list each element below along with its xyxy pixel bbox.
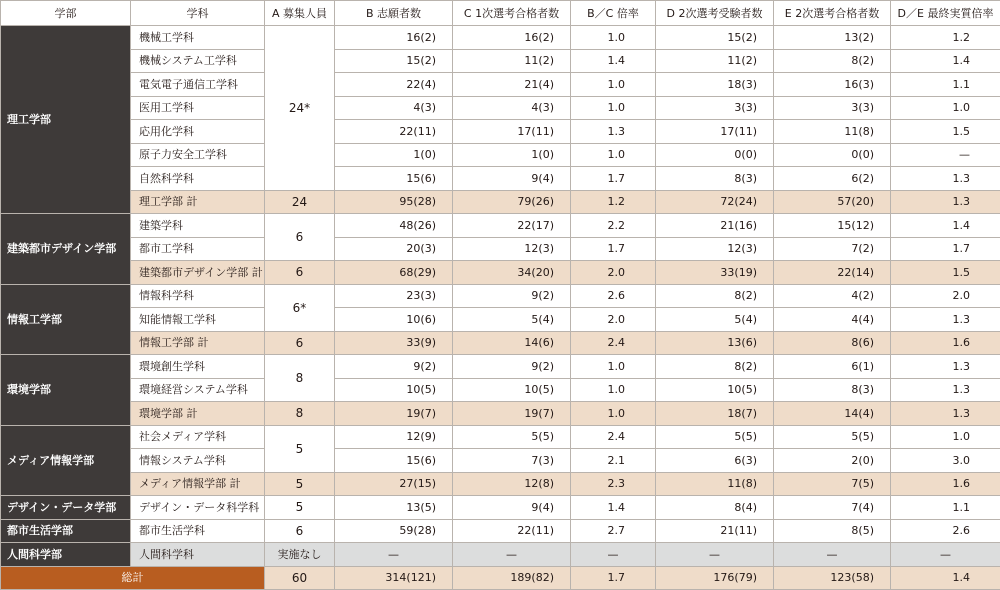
capacity-cell: 6: [265, 214, 335, 261]
header-capacity: A 募集人員: [265, 1, 335, 26]
second-pass-cell: 22(14): [774, 261, 891, 285]
second-examinees-cell: 176(79): [656, 566, 774, 590]
table-row: [1, 519, 1000, 543]
applicants-cell: 27(15): [335, 472, 453, 496]
first-pass-cell: 9(2): [453, 355, 571, 379]
department-name-cell: 情報科学科: [131, 284, 265, 308]
bc-ratio-cell: 2.0: [571, 261, 656, 285]
department-name-cell: 社会メディア学科: [131, 425, 265, 449]
department-name-cell: 自然科学科: [131, 167, 265, 191]
first-pass-cell: 11(2): [453, 49, 571, 73]
final-ratio-cell: 1.1: [891, 496, 1000, 520]
final-ratio-cell: 1.4: [891, 214, 1000, 238]
final-ratio-cell: 1.3: [891, 378, 1000, 402]
second-examinees-cell: 72(24): [656, 190, 774, 214]
capacity-cell: 6*: [265, 284, 335, 331]
subtotal-label-cell: 情報工学部 計: [131, 331, 265, 355]
first-pass-cell: 21(4): [453, 73, 571, 97]
applicants-cell: 59(28): [335, 519, 453, 543]
second-examinees-cell: 10(5): [656, 378, 774, 402]
dash-cell: —: [656, 543, 774, 567]
final-ratio-cell: 1.0: [891, 96, 1000, 120]
table-row: [1, 378, 1000, 402]
table-row: [1, 237, 1000, 261]
faculty-name-cell: 都市生活学部: [1, 519, 131, 543]
applicants-cell: 10(5): [335, 378, 453, 402]
second-pass-cell: 123(58): [774, 566, 891, 590]
bc-ratio-cell: 1.7: [571, 167, 656, 191]
applicants-cell: 12(9): [335, 425, 453, 449]
final-ratio-cell: 1.4: [891, 566, 1000, 590]
header-applicants: B 志願者数: [335, 1, 453, 26]
table-body: [1, 26, 1000, 590]
bc-ratio-cell: 1.7: [571, 566, 656, 590]
bc-ratio-cell: 2.2: [571, 214, 656, 238]
bc-ratio-cell: 1.0: [571, 96, 656, 120]
first-pass-cell: 22(17): [453, 214, 571, 238]
second-pass-cell: 7(5): [774, 472, 891, 496]
first-pass-cell: 1(0): [453, 143, 571, 167]
applicants-cell: 20(3): [335, 237, 453, 261]
applicants-cell: 15(2): [335, 49, 453, 73]
applicants-cell: 15(6): [335, 449, 453, 473]
bc-ratio-cell: 1.0: [571, 402, 656, 426]
department-name-cell: 原子力安全工学科: [131, 143, 265, 167]
bc-ratio-cell: 1.0: [571, 26, 656, 50]
second-examinees-cell: 13(6): [656, 331, 774, 355]
table-row: [1, 308, 1000, 332]
second-pass-cell: 8(6): [774, 331, 891, 355]
bc-ratio-cell: 2.6: [571, 284, 656, 308]
bc-ratio-cell: 1.0: [571, 355, 656, 379]
faculty-name-cell: メディア情報学部: [1, 425, 131, 496]
second-examinees-cell: 21(11): [656, 519, 774, 543]
first-pass-cell: 9(4): [453, 167, 571, 191]
bc-ratio-cell: 1.0: [571, 143, 656, 167]
first-pass-cell: 16(2): [453, 26, 571, 50]
table-row: [1, 143, 1000, 167]
applicants-cell: 314(121): [335, 566, 453, 590]
applicants-cell: 10(6): [335, 308, 453, 332]
second-pass-cell: 6(1): [774, 355, 891, 379]
bc-ratio-cell: 1.0: [571, 378, 656, 402]
applicants-cell: 16(2): [335, 26, 453, 50]
department-name-cell: 環境創生学科: [131, 355, 265, 379]
final-ratio-cell: 1.3: [891, 308, 1000, 332]
department-name-cell: 環境経営システム学科: [131, 378, 265, 402]
first-pass-cell: 10(5): [453, 378, 571, 402]
dash-cell: —: [891, 543, 1000, 567]
bc-ratio-cell: 1.4: [571, 49, 656, 73]
first-pass-cell: 19(7): [453, 402, 571, 426]
header-final-ratio: D／E 最終実質倍率: [891, 1, 1000, 26]
subtotal-label-cell: 環境学部 計: [131, 402, 265, 426]
header-row: [1, 1, 1000, 26]
applicants-cell: 15(6): [335, 167, 453, 191]
applicants-cell: 48(26): [335, 214, 453, 238]
department-name-cell: デザイン・データ科学科: [131, 496, 265, 520]
table-row: [1, 284, 1000, 308]
final-ratio-cell: 1.5: [891, 261, 1000, 285]
first-pass-cell: 4(3): [453, 96, 571, 120]
final-ratio-cell: 1.7: [891, 237, 1000, 261]
bc-ratio-cell: 1.3: [571, 120, 656, 144]
department-name-cell: 都市工学科: [131, 237, 265, 261]
capacity-cell: 8: [265, 355, 335, 402]
subtotal-label-cell: 建築都市デザイン学部 計: [131, 261, 265, 285]
final-ratio-cell: 1.3: [891, 402, 1000, 426]
capacity-cell: 5: [265, 496, 335, 520]
table-row: [1, 425, 1000, 449]
second-examinees-cell: 17(11): [656, 120, 774, 144]
capacity-cell: 24*: [265, 26, 335, 191]
faculty-name-cell: 情報工学部: [1, 284, 131, 355]
second-examinees-cell: 5(5): [656, 425, 774, 449]
bc-ratio-cell: 1.2: [571, 190, 656, 214]
final-ratio-cell: 1.3: [891, 190, 1000, 214]
second-pass-cell: 8(3): [774, 378, 891, 402]
bc-ratio-cell: 2.4: [571, 425, 656, 449]
subtotal-row: [1, 402, 1000, 426]
bc-ratio-cell: 2.1: [571, 449, 656, 473]
dash-cell: —: [335, 543, 453, 567]
applicants-cell: 9(2): [335, 355, 453, 379]
second-pass-cell: 7(2): [774, 237, 891, 261]
applicants-cell: 19(7): [335, 402, 453, 426]
second-pass-cell: 5(5): [774, 425, 891, 449]
department-name-cell: 応用化学科: [131, 120, 265, 144]
second-examinees-cell: 8(4): [656, 496, 774, 520]
capacity-cell: 60: [265, 566, 335, 590]
department-name-cell: 建築学科: [131, 214, 265, 238]
final-ratio-cell: 1.6: [891, 472, 1000, 496]
second-pass-cell: 0(0): [774, 143, 891, 167]
department-name-cell: 人間科学科: [131, 543, 265, 567]
dash-cell: —: [453, 543, 571, 567]
table-row: [1, 355, 1000, 379]
second-examinees-cell: 8(2): [656, 284, 774, 308]
second-pass-cell: 8(5): [774, 519, 891, 543]
first-pass-cell: 5(5): [453, 425, 571, 449]
header-faculty: 学部: [1, 1, 131, 26]
faculty-name-cell: 建築都市デザイン学部: [1, 214, 131, 285]
second-examinees-cell: 33(19): [656, 261, 774, 285]
second-pass-cell: 4(4): [774, 308, 891, 332]
subtotal-row: [1, 261, 1000, 285]
faculty-name-cell: 環境学部: [1, 355, 131, 426]
second-examinees-cell: 15(2): [656, 26, 774, 50]
first-pass-cell: 14(6): [453, 331, 571, 355]
final-ratio-cell: 2.6: [891, 519, 1000, 543]
applicants-cell: 22(4): [335, 73, 453, 97]
total-label-cell: 総計: [1, 566, 265, 590]
bc-ratio-cell: 1.7: [571, 237, 656, 261]
final-ratio-cell: 1.3: [891, 355, 1000, 379]
second-pass-cell: 11(8): [774, 120, 891, 144]
final-ratio-cell: 3.0: [891, 449, 1000, 473]
applicants-cell: 13(5): [335, 496, 453, 520]
first-pass-cell: 189(82): [453, 566, 571, 590]
final-ratio-cell: 1.6: [891, 331, 1000, 355]
department-name-cell: 機械システム工学科: [131, 49, 265, 73]
table-row: [1, 96, 1000, 120]
second-examinees-cell: 6(3): [656, 449, 774, 473]
second-examinees-cell: 3(3): [656, 96, 774, 120]
second-pass-cell: 16(3): [774, 73, 891, 97]
first-pass-cell: 9(2): [453, 284, 571, 308]
second-pass-cell: 3(3): [774, 96, 891, 120]
applicants-cell: 23(3): [335, 284, 453, 308]
final-ratio-cell: 2.0: [891, 284, 1000, 308]
final-ratio-cell: 1.0: [891, 425, 1000, 449]
table-row: [1, 496, 1000, 520]
capacity-cell: 8: [265, 402, 335, 426]
second-examinees-cell: 18(3): [656, 73, 774, 97]
subtotal-row: [1, 331, 1000, 355]
header-first-pass: C 1次選考合格者数: [453, 1, 571, 26]
subtotal-label-cell: メディア情報学部 計: [131, 472, 265, 496]
first-pass-cell: 79(26): [453, 190, 571, 214]
final-ratio-cell: —: [891, 143, 1000, 167]
second-pass-cell: 57(20): [774, 190, 891, 214]
second-pass-cell: 4(2): [774, 284, 891, 308]
first-pass-cell: 17(11): [453, 120, 571, 144]
second-examinees-cell: 11(8): [656, 472, 774, 496]
dash-cell: —: [774, 543, 891, 567]
final-ratio-cell: 1.5: [891, 120, 1000, 144]
capacity-cell: 24: [265, 190, 335, 214]
bc-ratio-cell: 1.4: [571, 496, 656, 520]
first-pass-cell: 12(8): [453, 472, 571, 496]
header-bc-ratio: B／C 倍率: [571, 1, 656, 26]
table-row: [1, 26, 1000, 50]
final-ratio-cell: 1.1: [891, 73, 1000, 97]
first-pass-cell: 7(3): [453, 449, 571, 473]
second-examinees-cell: 18(7): [656, 402, 774, 426]
subtotal-row: [1, 472, 1000, 496]
faculty-name-cell: デザイン・データ学部: [1, 496, 131, 520]
department-name-cell: 情報システム学科: [131, 449, 265, 473]
second-pass-cell: 13(2): [774, 26, 891, 50]
second-examinees-cell: 0(0): [656, 143, 774, 167]
department-name-cell: 機械工学科: [131, 26, 265, 50]
second-examinees-cell: 21(16): [656, 214, 774, 238]
subtotal-row: [1, 190, 1000, 214]
applicants-cell: 95(28): [335, 190, 453, 214]
dash-cell: —: [571, 543, 656, 567]
department-name-cell: 電気電子通信工学科: [131, 73, 265, 97]
faculty-name-cell: 人間科学部: [1, 543, 131, 567]
department-name-cell: 医用工学科: [131, 96, 265, 120]
table-row: [1, 214, 1000, 238]
second-examinees-cell: 8(3): [656, 167, 774, 191]
table-row: [1, 449, 1000, 473]
table-row: [1, 167, 1000, 191]
first-pass-cell: 22(11): [453, 519, 571, 543]
applicants-cell: 1(0): [335, 143, 453, 167]
no-exam-row: [1, 543, 1000, 567]
second-pass-cell: 6(2): [774, 167, 891, 191]
first-pass-cell: 12(3): [453, 237, 571, 261]
capacity-cell: 6: [265, 261, 335, 285]
table-row: [1, 49, 1000, 73]
bc-ratio-cell: 2.0: [571, 308, 656, 332]
table-row: [1, 120, 1000, 144]
second-pass-cell: 2(0): [774, 449, 891, 473]
final-ratio-cell: 1.3: [891, 167, 1000, 191]
second-examinees-cell: 12(3): [656, 237, 774, 261]
capacity-cell: 6: [265, 519, 335, 543]
applicants-cell: 33(9): [335, 331, 453, 355]
first-pass-cell: 34(20): [453, 261, 571, 285]
first-pass-cell: 9(4): [453, 496, 571, 520]
final-ratio-cell: 1.2: [891, 26, 1000, 50]
applicants-cell: 4(3): [335, 96, 453, 120]
capacity-cell: 実施なし: [265, 543, 335, 567]
table-row: [1, 73, 1000, 97]
department-name-cell: 都市生活学科: [131, 519, 265, 543]
capacity-cell: 5: [265, 425, 335, 472]
applicants-cell: 22(11): [335, 120, 453, 144]
header-department: 学科: [131, 1, 265, 26]
second-examinees-cell: 5(4): [656, 308, 774, 332]
bc-ratio-cell: 1.0: [571, 73, 656, 97]
second-examinees-cell: 8(2): [656, 355, 774, 379]
bc-ratio-cell: 2.3: [571, 472, 656, 496]
second-pass-cell: 8(2): [774, 49, 891, 73]
total-row: [1, 566, 1000, 590]
applicants-cell: 68(29): [335, 261, 453, 285]
header-second-pass: E 2次選考合格者数: [774, 1, 891, 26]
bc-ratio-cell: 2.4: [571, 331, 656, 355]
final-ratio-cell: 1.4: [891, 49, 1000, 73]
header-second-examinees: D 2次選考受験者数: [656, 1, 774, 26]
subtotal-label-cell: 理工学部 計: [131, 190, 265, 214]
faculty-name-cell: 理工学部: [1, 26, 131, 214]
bc-ratio-cell: 2.7: [571, 519, 656, 543]
second-examinees-cell: 11(2): [656, 49, 774, 73]
capacity-cell: 5: [265, 472, 335, 496]
first-pass-cell: 5(4): [453, 308, 571, 332]
second-pass-cell: 15(12): [774, 214, 891, 238]
second-pass-cell: 14(4): [774, 402, 891, 426]
department-name-cell: 知能情報工学科: [131, 308, 265, 332]
second-pass-cell: 7(4): [774, 496, 891, 520]
capacity-cell: 6: [265, 331, 335, 355]
